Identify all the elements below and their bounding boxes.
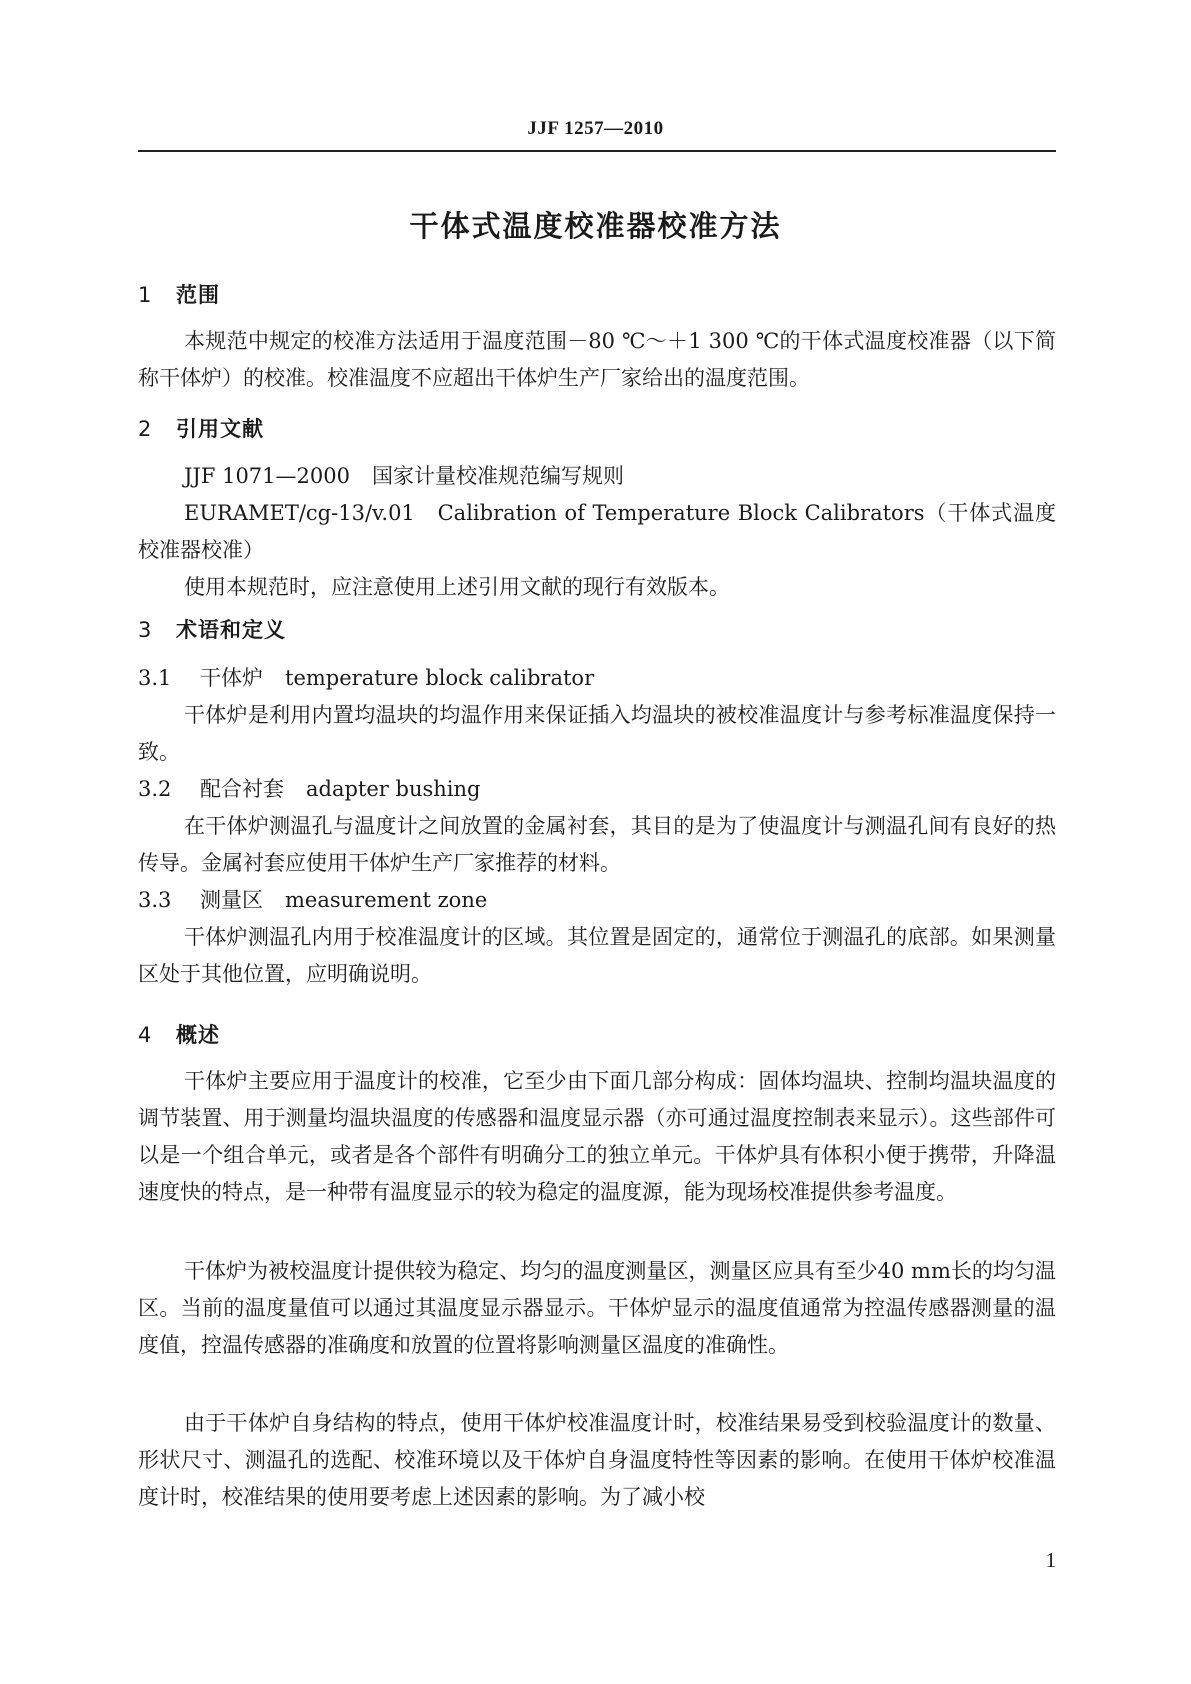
term-english: measurement zone [285,888,488,912]
term-english: adapter bushing [306,777,481,801]
section-number: 3 [138,618,153,642]
term-chinese: 测量区 [200,888,263,912]
term-chinese: 配合衬套 [200,777,284,801]
term-3-2-definition: 在干体炉测温孔与温度计之间放置的金属衬套，其目的是为了使温度计与测温孔间有良好的热传导。金属衬套应使用干体炉生产厂家推荐的材料。 [138,814,1056,875]
reference-title: 国家计量校准规范编写规则 [371,464,624,488]
term-english: temperature block calibrator [285,666,595,690]
standard-code: JJF 1257—2010 [527,118,664,139]
section-title: 术语和定义 [176,618,286,642]
section-1-heading [138,279,220,309]
reference-2: EURAMET/cg-13/v.01 Calibration of Temperature Block Calibrators（干体式温度校准器校准） [138,501,1056,562]
term-number: 3.1 [138,666,172,690]
section-number: 2 [138,417,153,441]
term-chinese: 干体炉 [200,666,263,690]
section-4-paragraph-2: 干体炉为被校温度计提供较为稳定、均匀的温度测量区，测量区应具有至少40 mm长的均匀温区。当前的温度量值可以通过其温度显示器显示。干体炉显示的温度值通常为控温传感器测量的温度值，控温传感器的准确度和放置的位置将影响测量区温度的准确性。 [138,1259,1056,1357]
term-number: 3.2 [138,777,172,801]
term-3-2 [138,771,1056,808]
term-3-1 [138,660,1056,697]
section-number: 4 [138,1023,153,1047]
document-title: 干体式温度校准器校准方法 [409,209,782,243]
term-3-3 [138,882,1056,919]
reference-1 [184,458,1056,495]
section-3-heading [138,614,286,644]
header-divider [138,150,1056,152]
reference-note: 使用本规范时，应注意使用上述引用文献的现行有效版本。 [184,575,730,599]
term-3-3-definition: 干体炉测温孔内用于校准温度计的区域。其位置是固定的，通常位于测温孔的底部。如果测量区处于其他位置，应明确说明。 [138,925,1056,986]
section-title: 引用文献 [176,417,264,441]
term-3-1-definition: 干体炉是利用内置均温块的均温作用来保证插入均温块的被校准温度计与参考标准温度保持一致。 [138,703,1056,764]
section-title: 范围 [176,283,220,307]
page-number: 1 [1045,1548,1056,1572]
section-number: 1 [138,283,153,307]
section-4-paragraph-1: 干体炉主要应用于温度计的校准，它至少由下面几部分构成：固体均温块、控制均温块温度的调节装置、用于测量均温块温度的传感器和温度显示器（亦可通过温度控制表来显示）。这些部件可以是一个组合单元，或者是各个部件有明确分工的独立单元。干体炉具有体积小便于携带，升降温速度快的特点，是一种带有温度显示的较为稳定的温度源，能为现场校准提供参考温度。 [138,1069,1056,1204]
section-1-paragraph: 本规范中规定的校准方法适用于温度范围－80 ℃～＋1 300 ℃的干体式温度校准器（以下简称干体炉）的校准。校准温度不应超出干体炉生产厂家给出的温度范围。 [138,329,1056,390]
section-4-heading [138,1019,220,1049]
reference-code: JJF 1071—2000 [184,464,350,488]
section-4-paragraph-3: 由于干体炉自身结构的特点，使用干体炉校准温度计时，校准结果易受到校验温度计的数量、形状尺寸、测温孔的选配、校准环境以及干体炉自身温度特性等因素的影响。在使用干体炉校准温度计时，校准结果的使用要考虑上述因素的影响。为了减小校 [138,1411,1056,1509]
term-number: 3.3 [138,888,172,912]
section-2-heading [138,413,264,443]
section-title: 概述 [176,1023,220,1047]
